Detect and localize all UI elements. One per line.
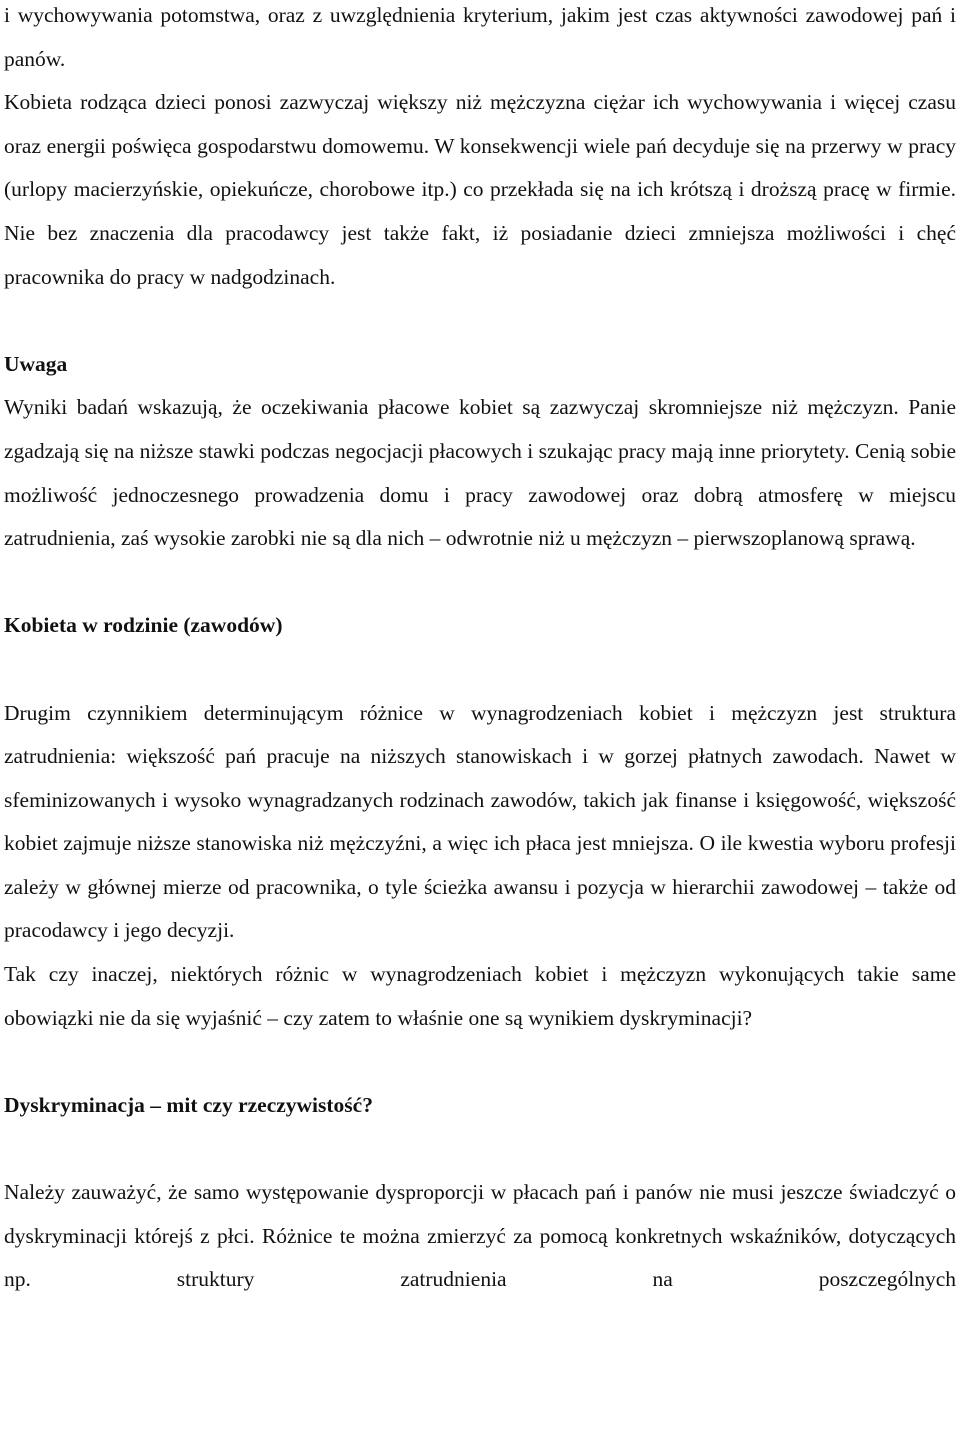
document-page bbox=[4, 0, 956, 1302]
spacer bbox=[4, 648, 956, 692]
heading-dyskryminacja: Dyskryminacja – mit czy rzeczywistość? bbox=[4, 1092, 373, 1117]
paragraph-1: i wychowywania potomstwa, oraz z uwzględnienia kryterium, jakim jest czas aktywności zawodowej pań i panów. bbox=[4, 3, 956, 71]
paragraph-3: Wyniki badań wskazują, że oczekiwania płacowe kobiet są zazwyczaj skromniejsze niż mężczyzn. Panie zgadzają się na niższe stawki podczas negocjacji płacowych i szukając pracy mają inne priorytety. Cenią sobie możliwość jednoczesnego prowadzenia domu i pracy zawodowej oraz dobrą atmosferę w miejscu zatrudnienia, zaś wysokie zarobki nie są dla nich – odwrotnie niż u mężczyzn – pierwszoplanową sprawą. bbox=[4, 395, 956, 551]
paragraph-5: Tak czy inaczej, niektórych różnic w wynagrodzeniach kobiet i mężczyzn wykonujących takie same obowiązki nie da się wyjaśnić – czy zatem to właśnie one są wynikiem dyskryminacji? bbox=[4, 962, 956, 1030]
spacer bbox=[4, 561, 956, 605]
paragraph-4: Drugim czynnikiem determinującym różnice w wynagrodzeniach kobiet i mężczyzn jest struktura zatrudnienia: większość pań pracuje na niższych stanowiskach i w gorzej płatnych zawodach. Nawet w sfeminizowanych i wysoko wynagradzanych rodzinach zawodów, takich jak finanse i księgowość, większość kobiet zajmuje niższe stanowiska niż mężczyźni, a więc ich płaca jest mniejsza. O ile kwestia wyboru profesji zależy w głównej mierze od pracownika, o tyle ścieżka awansu i pozycja w hierarchii zawodowej – także od pracodawcy i jego decyzji. bbox=[4, 700, 956, 943]
heading-kobieta-w-rodzinie: Kobieta w rodzinie (zawodów) bbox=[4, 613, 283, 638]
paragraph-6: Należy zauważyć, że samo występowanie dysproporcji w płacach pań i panów nie musi jeszcze świadczyć o dyskryminacji którejś z płci. Różnice te można zmierzyć za pomocą konkretnych wskaźników, dotyczących np. struktury zatrudnienia na poszczególnych bbox=[4, 1180, 956, 1292]
spacer bbox=[4, 299, 956, 343]
paragraph-2: Kobieta rodząca dzieci ponosi zazwyczaj większy niż mężczyzna ciężar ich wychowywania i więcej czasu oraz energii poświęca gospodarstwu domowemu. W konsekwencji wiele pań decyduje się na przerwy w pracy (urlopy macierzyńskie, opiekuńcze, chorobowe itp.) co przekłada się na ich krótszą i droższą pracę w firmie. Nie bez znaczenia dla pracodawcy jest także fakt, iż posiadanie dzieci zmniejsza możliwości i chęć pracownika do pracy w nadgodzinach. bbox=[4, 90, 956, 289]
heading-uwaga: Uwaga bbox=[4, 351, 68, 376]
spacer bbox=[4, 1127, 956, 1171]
spacer bbox=[4, 1040, 956, 1084]
